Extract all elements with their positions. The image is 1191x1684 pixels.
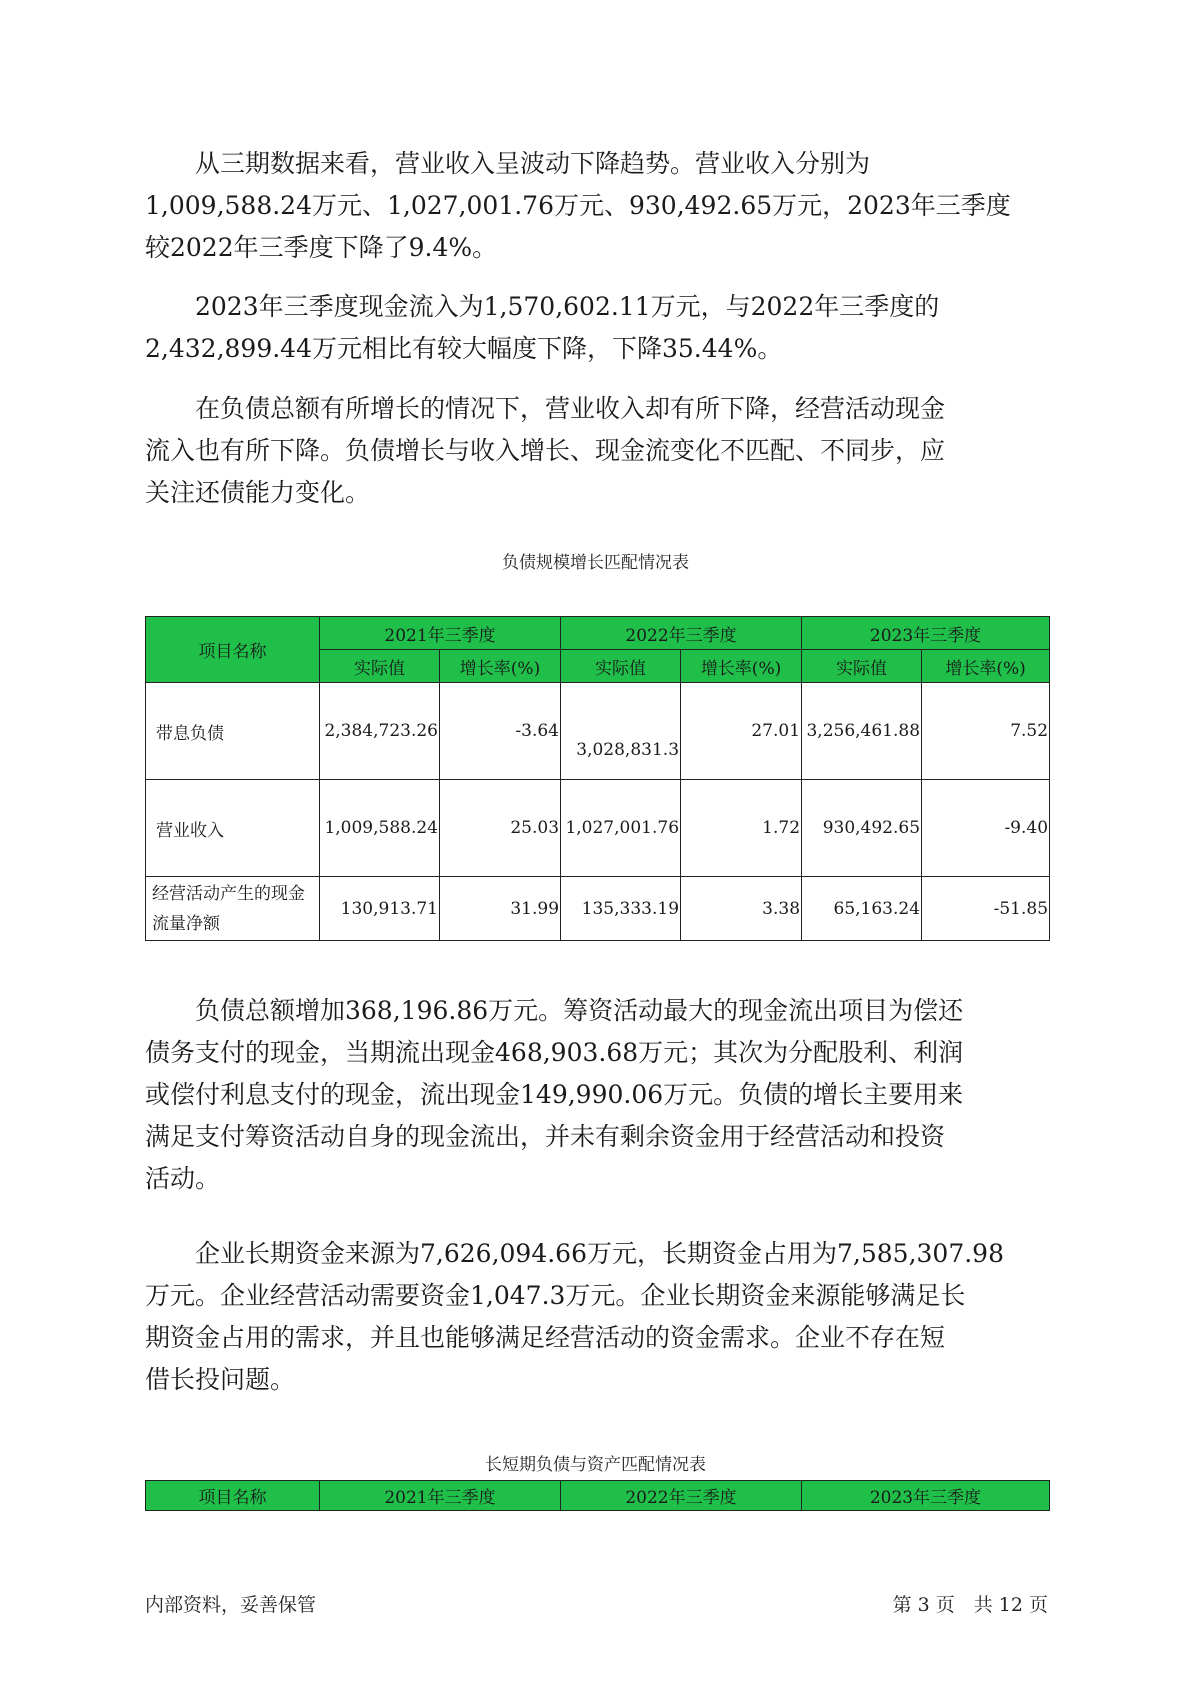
cell-actual: 3,028,831.3 — [561, 683, 681, 780]
cell-actual: 930,492.65 — [802, 780, 922, 877]
text-line: 在负债总额有所增长的情况下，营业收入却有所下降，经营活动现金 — [195, 394, 946, 423]
text-line: 期资金占用的需求，并且也能够满足经营活动的资金需求。企业不存在短 — [145, 1323, 946, 1352]
text-line: 负债总额增加368,196.86万元。筹资活动最大的现金流出项目为偿还 — [195, 996, 964, 1025]
header-item-name: 项目名称 — [146, 1481, 320, 1511]
header-period: 2022年三季度 — [561, 617, 802, 650]
cell-growth: -3.64 — [440, 683, 561, 780]
cell-growth: 31.99 — [440, 877, 561, 941]
cell-growth: 3.38 — [681, 877, 802, 941]
text-line: 企业长期资金来源为7,626,094.66万元，长期资金占用为7,585,307.98 — [195, 1239, 1004, 1268]
header-period: 2023年三季度 — [802, 1481, 1050, 1511]
text-line: 关注还债能力变化。 — [145, 478, 371, 507]
table-caption: 负债规模增长匹配情况表 — [502, 553, 689, 573]
text-line: 流入也有所下降。负债增长与收入增长、现金流变化不匹配、不同步，应 — [145, 436, 946, 465]
cell-actual: 1,027,001.76 — [561, 780, 681, 877]
cell-actual: 130,913.71 — [320, 877, 440, 941]
header-period: 2021年三季度 — [320, 1481, 561, 1511]
cell-growth: 1.72 — [681, 780, 802, 877]
text-line: 债务支付的现金，当期流出现金468,903.68万元；其次为分配股利、利润 — [145, 1038, 964, 1067]
text-line: 或偿付利息支付的现金，流出现金149,990.06万元。负债的增长主要用来 — [145, 1080, 964, 1109]
paragraph-cash-inflow — [145, 286, 1065, 370]
row-label: 带息负债 — [146, 683, 320, 780]
text-line: 万元。企业经营活动需要资金1,047.3万元。企业长期资金来源能够满足长 — [145, 1281, 966, 1310]
text-line: 较2022年三季度下降了9.4%。 — [145, 233, 498, 262]
footer-page-number: 第 3 页 共 12 页 — [892, 1594, 1048, 1616]
liability-asset-table — [145, 1480, 1050, 1511]
text-line: 活动。 — [145, 1164, 221, 1193]
header-period: 2023年三季度 — [802, 617, 1050, 650]
cell-actual: 65,163.24 — [802, 877, 922, 941]
cell-actual: 1,009,588.24 — [320, 780, 440, 877]
cell-growth: -51.85 — [922, 877, 1050, 941]
table-row — [146, 683, 1050, 780]
table-row — [146, 877, 1050, 941]
cell-growth: 27.01 — [681, 683, 802, 780]
header-growth: 增长率(%) — [681, 650, 802, 683]
paragraph-revenue-trend — [145, 143, 1065, 269]
header-actual: 实际值 — [320, 650, 440, 683]
cell-growth: -9.40 — [922, 780, 1050, 877]
paragraph-debt-increase — [145, 990, 1065, 1200]
cell-actual: 3,256,461.88 — [802, 683, 922, 780]
cell-growth: 7.52 — [922, 683, 1050, 780]
header-period: 2021年三季度 — [320, 617, 561, 650]
row-label: 经营活动产生的现金流量净额 — [146, 877, 320, 941]
header-actual: 实际值 — [802, 650, 922, 683]
header-growth: 增长率(%) — [440, 650, 561, 683]
text-line: 2,432,899.44万元相比有较大幅度下降，下降35.44%。 — [145, 334, 783, 363]
paragraph-long-term-funds — [145, 1233, 1065, 1401]
header-actual: 实际值 — [561, 650, 681, 683]
table-row — [146, 780, 1050, 877]
header-period: 2022年三季度 — [561, 1481, 802, 1511]
text-line: 借长投问题。 — [145, 1365, 296, 1394]
header-growth: 增长率(%) — [922, 650, 1050, 683]
cell-growth: 25.03 — [440, 780, 561, 877]
text-line: 从三期数据来看，营业收入呈波动下降趋势。营业收入分别为 — [195, 149, 871, 178]
header-item-name: 项目名称 — [146, 617, 320, 683]
cell-actual: 2,384,723.26 — [320, 683, 440, 780]
text-line: 满足支付筹资活动自身的现金流出，并未有剩余资金用于经营活动和投资 — [145, 1122, 946, 1151]
table-caption: 长短期负债与资产匹配情况表 — [485, 1455, 706, 1475]
row-label: 营业收入 — [146, 780, 320, 877]
text-line: 2023年三季度现金流入为1,570,602.11万元，与2022年三季度的 — [195, 292, 940, 321]
text-line: 1,009,588.24万元、1,027,001.76万元、930,492.65万元，2023年三季度 — [145, 191, 1011, 220]
footer-confidential-note: 内部资料，妥善保管 — [145, 1594, 317, 1616]
debt-growth-table — [145, 616, 1050, 941]
paragraph-debt-mismatch — [145, 388, 1065, 514]
cell-actual: 135,333.19 — [561, 877, 681, 941]
